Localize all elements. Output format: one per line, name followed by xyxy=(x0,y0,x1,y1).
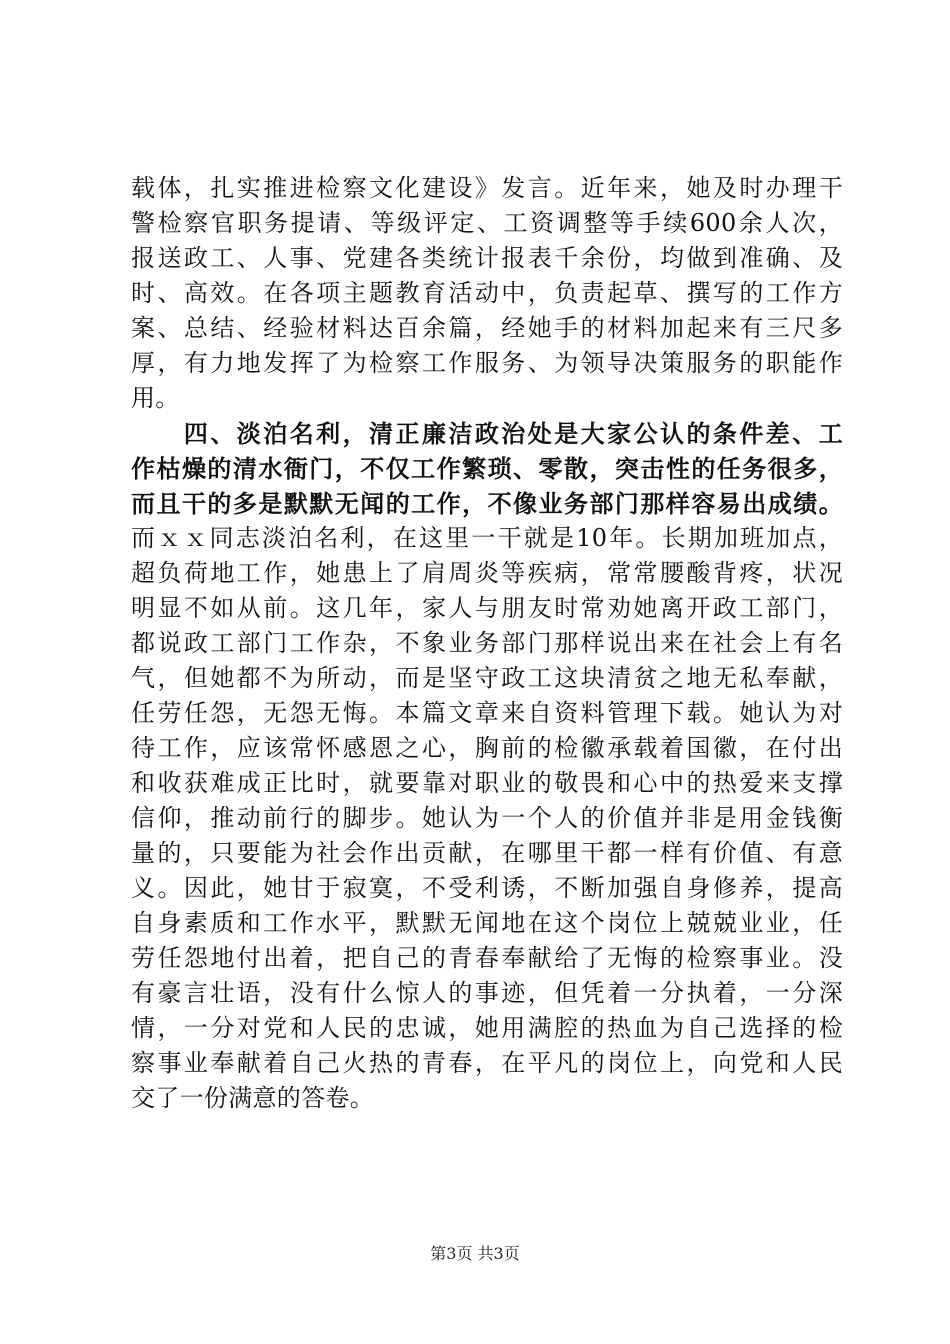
text-line: 交了一份满意的答卷。 xyxy=(131,1084,374,1112)
text-line: 警检察官职务提请、等级评定、工资调整等手续600余人次， xyxy=(131,209,843,237)
text-line: 自身素质和工作水平，默默无闻地在这个岗位上兢兢业业，任 xyxy=(131,909,843,937)
text-line: 超负荷地工作，她患上了肩周炎等疾病，常常腰酸背疼，状况 xyxy=(131,559,843,587)
text-line: 明显不如从前。这几年，家人与朋友时常劝她离开政工部门， xyxy=(131,594,843,622)
section-heading-line: 作枯燥的清水衙门，不仅工作繁琐、零散，突击性的任务很多， xyxy=(131,454,843,483)
text-line: 都说政工部门工作杂，不象业务部门那样说出来在社会上有名 xyxy=(131,629,843,657)
text-line: 时、高效。在各项主题教育活动中，负责起草、撰写的工作方 xyxy=(131,279,843,307)
text-line: 而ｘｘ同志淡泊名利，在这里一干就是10年。长期加班加点， xyxy=(131,524,843,552)
text-line: 察事业奉献着自己火热的青春，在平凡的岗位上，向党和人民 xyxy=(131,1049,843,1077)
text-line: 待工作，应该常怀感恩之心，胸前的检徽承载着国徽，在付出 xyxy=(131,734,843,762)
text-line: 信仰，推动前行的脚步。她认为一个人的价值并非是用金钱衡 xyxy=(131,804,843,832)
text-line: 用。 xyxy=(131,384,180,412)
text-line: 报送政工、人事、党建各类统计报表千余份，均做到准确、及 xyxy=(131,244,843,272)
text-line: 案、总结、经验材料达百余篇，经她手的材料加起来有三尺多 xyxy=(131,314,843,342)
section-heading-line: 四、淡泊名利，清正廉洁政治处是大家公认的条件差、工 xyxy=(131,419,843,448)
text-line: 有豪言壮语，没有什么惊人的事迹，但凭着一分执着，一分深 xyxy=(131,979,843,1007)
text-line: 和收获难成正比时，就要靠对职业的敬畏和心中的热爱来支撑 xyxy=(131,769,843,797)
text-line: 任劳任怨，无怨无悔。本篇文章来自资料管理下载。她认为对 xyxy=(131,699,843,727)
body-text xyxy=(131,171,843,1116)
section-heading-line: 而且干的多是默默无闻的工作，不像业务部门那样容易出成绩。 xyxy=(131,489,843,518)
text-line: 厚，有力地发挥了为检察工作服务、为领导决策服务的职能作 xyxy=(131,349,843,377)
text-line: 量的，只要能为社会作出贡献，在哪里干都一样有价值、有意 xyxy=(131,839,843,867)
text-line: 气，但她都不为所动，而是坚守政工这块清贫之地无私奉献， xyxy=(131,664,843,692)
text-line: 义。因此，她甘于寂寞，不受利诱，不断加强自身修养，提高 xyxy=(131,874,843,902)
text-line: 劳任怨地付出着，把自己的青春奉献给了无悔的检察事业。没 xyxy=(131,944,843,972)
page-number-footer: 第3页 共3页 xyxy=(430,1244,520,1263)
text-line: 载体，扎实推进检察文化建设》发言。近年来，她及时办理干 xyxy=(131,174,843,202)
text-line: 情，一分对党和人民的忠诚，她用满腔的热血为自己选择的检 xyxy=(131,1014,843,1042)
